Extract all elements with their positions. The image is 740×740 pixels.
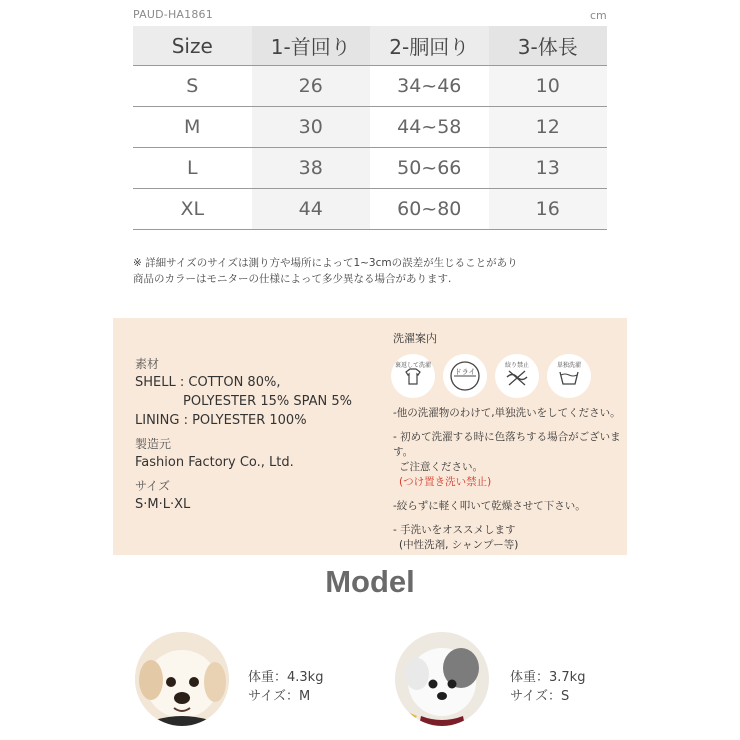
care-line: - 手洗いをオススメします	[393, 524, 516, 536]
care-warning: (つけ置き洗い禁止)	[399, 476, 492, 488]
table-row	[133, 66, 607, 107]
model-info-2	[510, 668, 585, 706]
column-header-neck: 1-首回り	[252, 26, 371, 66]
model-weight: 体重：4.3kg	[248, 670, 324, 685]
table-cell: S	[133, 66, 252, 107]
table-header-row	[133, 26, 607, 66]
product-info-box	[113, 318, 627, 555]
care-line: -他の洗濯物のわけて,単独洗いをしてください。	[393, 407, 621, 419]
no-wring-icon: 絞り禁止	[495, 354, 539, 398]
shell-value: SHELL : COTTON 80%,	[135, 375, 281, 390]
care-line: -絞らずに軽く叩いて乾燥させて下さい。	[393, 500, 586, 512]
sizes-label: サイズ	[135, 479, 171, 493]
shell-value-cont: POLYESTER 15% SPAN 5%	[183, 394, 352, 409]
dry-clean-icon: ドライ	[443, 354, 487, 398]
model-size: サイズ：M	[248, 689, 311, 704]
product-spec	[135, 356, 352, 514]
table-cell: XL	[133, 189, 252, 230]
sizes-value: S·M·L·XL	[135, 497, 191, 512]
note-line: ※ 詳細サイズのサイズは測り方や場所によって1~3cmの誤差が生じることがあり	[133, 257, 518, 269]
table-cell: 13	[489, 148, 608, 189]
model-weight: 体重：3.7kg	[510, 670, 586, 685]
table-cell: 30	[252, 107, 371, 148]
table-cell: L	[133, 148, 252, 189]
table-cell: 34~46	[370, 66, 489, 107]
lining-value: LINING : POLYESTER 100%	[135, 413, 307, 428]
model-size: サイズ：S	[510, 689, 570, 704]
table-cell: 38	[252, 148, 371, 189]
model-photo-2	[395, 632, 489, 726]
column-header-chest: 2-胴回り	[370, 26, 489, 66]
hand-wash-icon: 単独洗濯	[547, 354, 591, 398]
model-info-1	[248, 668, 323, 706]
care-line: (中性洗剤, シャンプー等)	[399, 539, 519, 551]
table-row	[133, 189, 607, 230]
column-header-size: Size	[133, 26, 252, 66]
table-cell: 12	[489, 107, 608, 148]
care-icons	[391, 354, 623, 398]
reverse-wash-icon: 裏返して洗濯	[391, 354, 435, 398]
table-cell: M	[133, 107, 252, 148]
table-cell: 44	[252, 189, 371, 230]
table-cell: 16	[489, 189, 608, 230]
table-cell: 10	[489, 66, 608, 107]
maker-value: Fashion Factory Co., Ltd.	[135, 455, 294, 470]
note-line: 商品のカラーはモニターの仕様によって多少異なる場合があります.	[133, 273, 452, 285]
model-photo-1	[135, 632, 229, 726]
unit-label: cm	[590, 9, 607, 22]
care-line: - 初めて洗濯する時に色落ちする場合がございます。	[393, 431, 621, 458]
care-title: 洗濯案内	[393, 332, 437, 345]
table-cell: 60~80	[370, 189, 489, 230]
size-table	[133, 26, 607, 230]
table-row	[133, 148, 607, 189]
model-title: Model	[325, 564, 415, 599]
maker-label: 製造元	[135, 437, 172, 451]
product-code: PAUD-HA1861	[133, 8, 213, 21]
table-cell: 50~66	[370, 148, 489, 189]
material-label: 素材	[135, 357, 160, 371]
column-header-length: 3-体長	[489, 26, 608, 66]
table-cell: 44~58	[370, 107, 489, 148]
size-notes	[133, 255, 518, 287]
care-instructions	[393, 330, 623, 553]
care-line: ご注意ください。	[399, 461, 483, 473]
table-cell: 26	[252, 66, 371, 107]
table-row	[133, 107, 607, 148]
